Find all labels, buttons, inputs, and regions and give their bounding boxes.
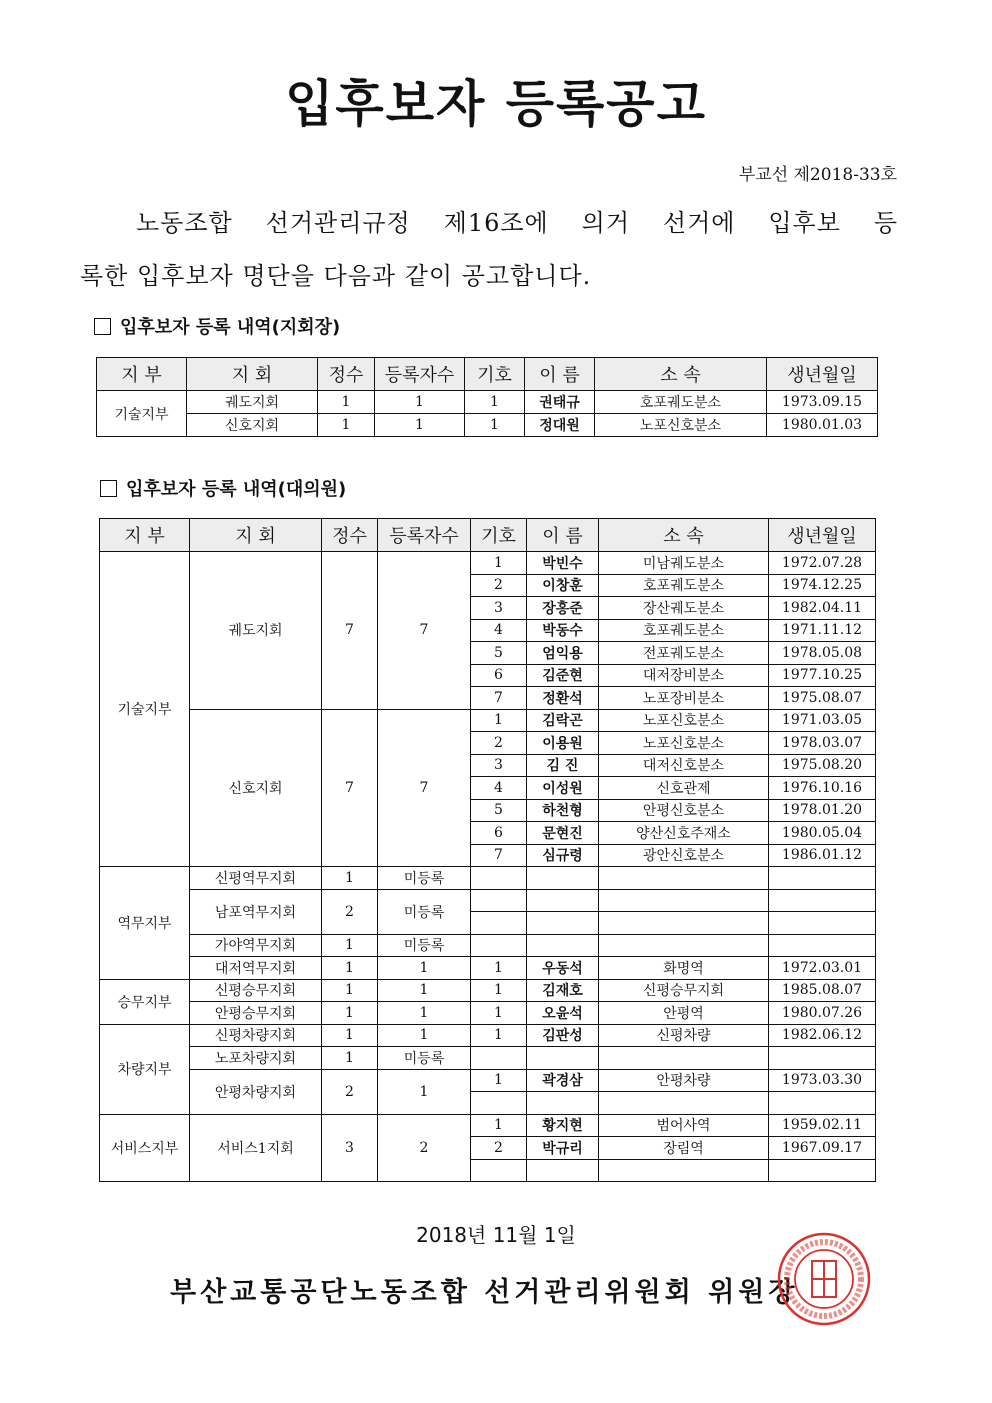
registered-cell: 7 xyxy=(378,709,471,867)
quota-cell: 1 xyxy=(322,867,378,890)
number-cell: 1 xyxy=(471,1114,527,1137)
number-cell: 4 xyxy=(471,777,527,800)
table-row xyxy=(100,889,876,912)
section-heading-delegates xyxy=(100,475,346,501)
affiliation-cell: 신호관제 xyxy=(599,777,769,800)
number-cell: 1 xyxy=(471,709,527,732)
quota-cell: 7 xyxy=(322,552,378,710)
quota-cell: 1 xyxy=(322,1047,378,1070)
number-cell: 3 xyxy=(471,754,527,777)
chapter-cell: 대저역무지회 xyxy=(190,957,322,980)
birth-cell: 1977.10.25 xyxy=(769,664,876,687)
number-cell xyxy=(471,1092,527,1115)
branch-cell: 기술지부 xyxy=(97,391,187,437)
birth-cell: 1978.03.07 xyxy=(769,732,876,755)
chapter-cell: 신평차량지회 xyxy=(190,1024,322,1047)
birth-cell: 1985.08.07 xyxy=(769,979,876,1002)
name-cell xyxy=(527,1092,599,1115)
name-cell: 황지현 xyxy=(527,1114,599,1137)
birth-cell: 1976.10.16 xyxy=(769,777,876,800)
affiliation-cell: 전포궤도분소 xyxy=(599,642,769,665)
header-birth: 생년월일 xyxy=(767,358,878,391)
table-row xyxy=(100,1002,876,1025)
table-row xyxy=(100,1114,876,1137)
number-cell: 4 xyxy=(471,619,527,642)
checkbox-square-icon xyxy=(100,480,117,497)
chapter-cell: 신평승무지회 xyxy=(190,979,322,1002)
number-cell: 1 xyxy=(471,1024,527,1047)
birth-cell: 1973.09.15 xyxy=(767,391,878,414)
quota-cell: 1 xyxy=(322,979,378,1002)
affiliation-cell: 화명역 xyxy=(599,957,769,980)
issuer-signature: 부산교통공단노동조합 선거관리위원회 위원장 xyxy=(170,1277,799,1308)
name-cell: 이창훈 xyxy=(527,574,599,597)
quota-cell: 3 xyxy=(322,1114,378,1182)
birth-cell: 1982.04.11 xyxy=(769,597,876,620)
chapter-cell: 신호지회 xyxy=(187,414,318,437)
name-cell: 김 진 xyxy=(527,754,599,777)
intro-line-1: 노동조합 선거관리규정 제16조에 의거 선거에 입후보 등 xyxy=(136,209,898,237)
number-cell: 2 xyxy=(471,1137,527,1160)
number-cell: 2 xyxy=(471,732,527,755)
affiliation-cell: 양산신호주재소 xyxy=(599,822,769,845)
number-cell: 6 xyxy=(471,822,527,845)
affiliation-cell: 범어사역 xyxy=(599,1114,769,1137)
affiliation-cell xyxy=(599,912,769,935)
table-row xyxy=(100,957,876,980)
name-cell xyxy=(527,1159,599,1182)
registered-cell: 미등록 xyxy=(378,889,471,934)
header-quota: 정수 xyxy=(322,519,378,552)
header-branch: 지 부 xyxy=(100,519,190,552)
table-row xyxy=(100,1024,876,1047)
registered-cell: 미등록 xyxy=(378,1047,471,1070)
affiliation-cell: 노포신호분소 xyxy=(595,414,767,437)
header-quota: 정수 xyxy=(318,358,375,391)
name-cell: 박빈수 xyxy=(527,552,599,575)
name-cell: 이용원 xyxy=(527,732,599,755)
header-chapter: 지 회 xyxy=(187,358,318,391)
number-cell xyxy=(471,889,527,912)
birth-cell: 1980.05.04 xyxy=(769,822,876,845)
birth-cell: 1967.09.17 xyxy=(769,1137,876,1160)
birth-cell: 1980.07.26 xyxy=(769,1002,876,1025)
announcement-date: 2018년 11월 1일 xyxy=(416,1223,576,1247)
table-row xyxy=(100,1069,876,1092)
registered-cell: 1 xyxy=(375,414,465,437)
registered-cell: 1 xyxy=(378,979,471,1002)
birth-cell: 1971.03.05 xyxy=(769,709,876,732)
chapter-cell: 안평차량지회 xyxy=(190,1069,322,1114)
birth-cell xyxy=(769,1047,876,1070)
affiliation-cell: 안평차량 xyxy=(599,1069,769,1092)
birth-cell: 1971.11.12 xyxy=(769,619,876,642)
header-number: 기호 xyxy=(471,519,527,552)
header-number: 기호 xyxy=(465,358,525,391)
name-cell: 김재호 xyxy=(527,979,599,1002)
name-cell xyxy=(527,912,599,935)
registered-cell: 1 xyxy=(378,957,471,980)
affiliation-cell: 호포궤도분소 xyxy=(599,574,769,597)
quota-cell: 1 xyxy=(318,391,375,414)
affiliation-cell: 신평차량 xyxy=(599,1024,769,1047)
name-cell: 정환석 xyxy=(527,687,599,710)
quota-cell: 1 xyxy=(322,1024,378,1047)
name-cell: 박동수 xyxy=(527,619,599,642)
table-row xyxy=(100,867,876,890)
birth-cell: 1975.08.20 xyxy=(769,754,876,777)
chapter-cell: 노포차량지회 xyxy=(190,1047,322,1070)
affiliation-cell: 노포신호분소 xyxy=(599,709,769,732)
affiliation-cell: 미남궤도분소 xyxy=(599,552,769,575)
name-cell xyxy=(527,1047,599,1070)
number-cell: 5 xyxy=(471,642,527,665)
chapter-head-candidates-table xyxy=(96,357,878,437)
page-title: 입후보자 등록공고 xyxy=(285,75,707,133)
quota-cell: 2 xyxy=(322,1069,378,1114)
affiliation-cell: 호포궤도분소 xyxy=(599,619,769,642)
section-title: 입후보자 등록 내역(대의원) xyxy=(126,479,347,500)
affiliation-cell: 장산궤도분소 xyxy=(599,597,769,620)
name-cell: 곽경삼 xyxy=(527,1069,599,1092)
table-row xyxy=(100,934,876,957)
document-number: 부교선 제2018-33호 xyxy=(738,165,897,185)
birth-cell: 1978.01.20 xyxy=(769,799,876,822)
number-cell xyxy=(471,934,527,957)
name-cell: 하천형 xyxy=(527,799,599,822)
affiliation-cell: 신평승무지회 xyxy=(599,979,769,1002)
quota-cell: 1 xyxy=(322,934,378,957)
affiliation-cell: 안평역 xyxy=(599,1002,769,1025)
name-cell: 문현진 xyxy=(527,822,599,845)
birth-cell: 1980.01.03 xyxy=(767,414,878,437)
registered-cell: 1 xyxy=(378,1069,471,1114)
chapter-cell: 서비스1지회 xyxy=(190,1114,322,1182)
name-cell xyxy=(527,934,599,957)
delegate-candidates-table xyxy=(99,518,876,1182)
affiliation-cell xyxy=(599,889,769,912)
registered-cell: 미등록 xyxy=(378,867,471,890)
header-registered: 등록자수 xyxy=(378,519,471,552)
number-cell: 1 xyxy=(471,1002,527,1025)
affiliation-cell: 대저신호분소 xyxy=(599,754,769,777)
name-cell xyxy=(527,889,599,912)
affiliation-cell xyxy=(599,1092,769,1115)
section-title: 입후보자 등록 내역(지회장) xyxy=(120,317,341,338)
table-row xyxy=(97,391,878,414)
number-cell: 3 xyxy=(471,597,527,620)
birth-cell: 1972.07.28 xyxy=(769,552,876,575)
header-name: 이 름 xyxy=(525,358,595,391)
table-row xyxy=(100,1047,876,1070)
registered-cell: 7 xyxy=(378,552,471,710)
name-cell: 오윤석 xyxy=(527,1002,599,1025)
affiliation-cell: 대저장비분소 xyxy=(599,664,769,687)
chapter-cell: 궤도지회 xyxy=(190,552,322,710)
birth-cell xyxy=(769,934,876,957)
name-cell: 권태규 xyxy=(525,391,595,414)
number-cell: 2 xyxy=(471,574,527,597)
table-header-row xyxy=(100,519,876,552)
section-heading-chapter-head xyxy=(94,313,340,339)
quota-cell: 1 xyxy=(322,957,378,980)
table-row xyxy=(100,979,876,1002)
number-cell: 1 xyxy=(471,979,527,1002)
chapter-cell: 가야역무지회 xyxy=(190,934,322,957)
affiliation-cell: 광안신호분소 xyxy=(599,844,769,867)
number-cell: 7 xyxy=(471,844,527,867)
birth-cell: 1978.05.08 xyxy=(769,642,876,665)
number-cell: 1 xyxy=(465,414,525,437)
number-cell: 1 xyxy=(471,552,527,575)
name-cell: 정대원 xyxy=(525,414,595,437)
name-cell xyxy=(527,867,599,890)
affiliation-cell xyxy=(599,934,769,957)
birth-cell: 1973.03.30 xyxy=(769,1069,876,1092)
header-branch: 지 부 xyxy=(97,358,187,391)
number-cell: 1 xyxy=(465,391,525,414)
birth-cell xyxy=(769,1092,876,1115)
registered-cell: 미등록 xyxy=(378,934,471,957)
header-chapter: 지 회 xyxy=(190,519,322,552)
birth-cell: 1959.02.11 xyxy=(769,1114,876,1137)
number-cell xyxy=(471,912,527,935)
number-cell: 7 xyxy=(471,687,527,710)
birth-cell: 1986.01.12 xyxy=(769,844,876,867)
number-cell xyxy=(471,1047,527,1070)
branch-cell: 서비스지부 xyxy=(100,1114,190,1182)
chapter-cell: 신호지회 xyxy=(190,709,322,867)
registered-cell: 1 xyxy=(378,1002,471,1025)
name-cell: 김락곤 xyxy=(527,709,599,732)
name-cell: 장홍준 xyxy=(527,597,599,620)
number-cell: 6 xyxy=(471,664,527,687)
name-cell: 김준현 xyxy=(527,664,599,687)
name-cell: 엄익용 xyxy=(527,642,599,665)
birth-cell: 1974.12.25 xyxy=(769,574,876,597)
header-birth: 생년월일 xyxy=(769,519,876,552)
quota-cell: 1 xyxy=(318,414,375,437)
number-cell xyxy=(471,1159,527,1182)
name-cell: 김판성 xyxy=(527,1024,599,1047)
table-row xyxy=(97,414,878,437)
registered-cell: 1 xyxy=(378,1024,471,1047)
birth-cell: 1982.06.12 xyxy=(769,1024,876,1047)
checkbox-square-icon xyxy=(94,318,111,335)
number-cell: 5 xyxy=(471,799,527,822)
quota-cell: 7 xyxy=(322,709,378,867)
branch-cell: 기술지부 xyxy=(100,552,190,867)
number-cell: 1 xyxy=(471,1069,527,1092)
header-registered: 등록자수 xyxy=(375,358,465,391)
quota-cell: 1 xyxy=(322,1002,378,1025)
birth-cell xyxy=(769,889,876,912)
name-cell: 심규령 xyxy=(527,844,599,867)
affiliation-cell: 장림역 xyxy=(599,1137,769,1160)
birth-cell: 1975.08.07 xyxy=(769,687,876,710)
quota-cell: 2 xyxy=(322,889,378,934)
branch-cell: 차량지부 xyxy=(100,1024,190,1114)
table-row xyxy=(100,709,876,732)
birth-cell: 1972.03.01 xyxy=(769,957,876,980)
chapter-cell: 남포역무지회 xyxy=(190,889,322,934)
affiliation-cell: 노포장비분소 xyxy=(599,687,769,710)
affiliation-cell xyxy=(599,867,769,890)
registered-cell: 2 xyxy=(378,1114,471,1182)
chapter-cell: 신평역무지회 xyxy=(190,867,322,890)
affiliation-cell: 호포궤도분소 xyxy=(595,391,767,414)
intro-line-2: 록한 입후보자 명단을 다음과 같이 공고합니다. xyxy=(80,262,592,290)
name-cell: 이성원 xyxy=(527,777,599,800)
header-affiliation: 소 속 xyxy=(599,519,769,552)
affiliation-cell xyxy=(599,1159,769,1182)
chapter-cell: 안평승무지회 xyxy=(190,1002,322,1025)
name-cell: 우동석 xyxy=(527,957,599,980)
chapter-cell: 궤도지회 xyxy=(187,391,318,414)
number-cell xyxy=(471,867,527,890)
affiliation-cell: 노포신호분소 xyxy=(599,732,769,755)
affiliation-cell xyxy=(599,1047,769,1070)
official-seal-icon xyxy=(776,1231,872,1327)
name-cell: 박규리 xyxy=(527,1137,599,1160)
birth-cell xyxy=(769,912,876,935)
registered-cell: 1 xyxy=(375,391,465,414)
birth-cell xyxy=(769,867,876,890)
header-name: 이 름 xyxy=(527,519,599,552)
header-affiliation: 소 속 xyxy=(595,358,767,391)
birth-cell xyxy=(769,1159,876,1182)
branch-cell: 승무지부 xyxy=(100,979,190,1024)
affiliation-cell: 안평신호분소 xyxy=(599,799,769,822)
branch-cell: 역무지부 xyxy=(100,867,190,980)
table-row xyxy=(100,552,876,575)
number-cell: 1 xyxy=(471,957,527,980)
table-header-row xyxy=(97,358,878,391)
